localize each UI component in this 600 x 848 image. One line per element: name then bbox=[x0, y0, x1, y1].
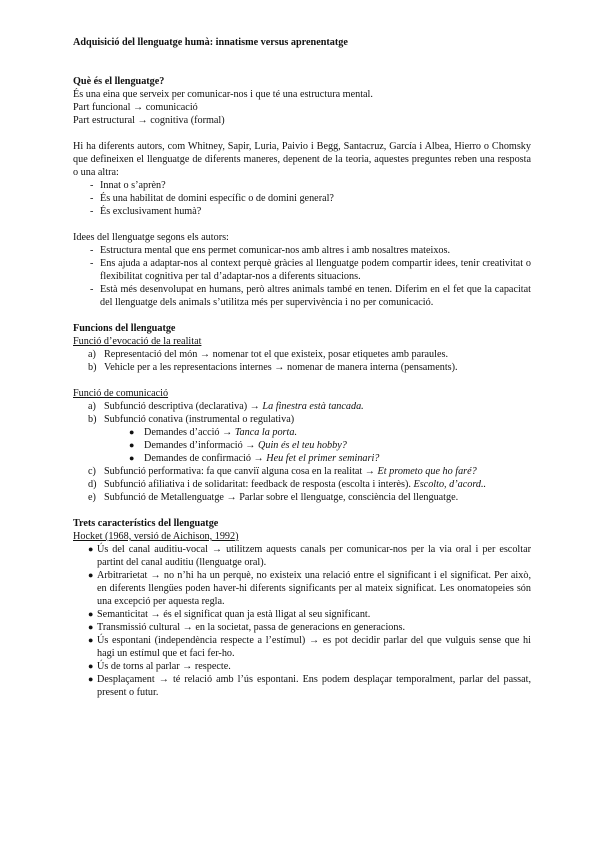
authors-paragraph: Hi ha diferents autors, com Whitney, Sapir, Luria, Paivio i Begg, Santacruz, García i Albea, Hierro o Chomsky que defineixen el llenguatge de diferents maneres, depenent de la teoria, aquestes preguntes reben una resposta o una altra: bbox=[73, 141, 531, 178]
communication-item: b) Subfunció conativa (instrumental o regulativa) bbox=[88, 414, 295, 425]
traits-source: Hocket (1968, versió de Aichison, 1992) bbox=[73, 531, 239, 542]
evocation-item: b) Vehicle per a les representacions internes → nomenar de manera interna (pensaments). bbox=[88, 362, 458, 373]
trait-item: ● Ús de torns al parlar → respecte. bbox=[88, 661, 231, 672]
conative-subitem: ● Demandes d’informació → Quin és el teu hobby? bbox=[129, 440, 347, 451]
section-heading-functions: Funcions del llenguatge bbox=[73, 323, 176, 334]
definition-line: Part funcional → comunicació bbox=[73, 102, 198, 113]
trait-item: ● Ús del canal auditiu-vocal → utilitzem aquests canals per comunicar-nos per la via oral i per escoltar partint del canal auditiu (llenguatge oral). bbox=[88, 544, 531, 568]
communication-item: a) Subfunció descriptiva (declarativa) → La finestra està tancada. bbox=[88, 401, 364, 412]
communication-subtitle: Funció de comunicació bbox=[73, 388, 169, 399]
communication-item: e) Subfunció de Metallenguatge → Parlar sobre el llenguatge, consciència del llenguatge. bbox=[88, 492, 459, 503]
question-item: - Innat o s’aprèn? bbox=[90, 180, 166, 191]
communication-item: d) Subfunció afiliativa i de solidaritat: feedback de resposta (escolta i interès). Escolto, d’acord.. bbox=[88, 479, 487, 490]
question-item: - És exclusivament humà? bbox=[90, 206, 202, 217]
section-heading-traits: Trets característics del llenguatge bbox=[73, 518, 219, 529]
ideas-intro: Idees del llenguatge segons els autors: bbox=[73, 232, 229, 243]
definition-line: Part estructural → cognitiva (formal) bbox=[73, 115, 225, 126]
communication-item: c) Subfunció performativa: fa que canviï alguna cosa en la realitat → Et prometo que ho faré? bbox=[88, 466, 477, 477]
evocation-item: a) Representació del món → nomenar tot el que existeix, posar etiquetes amb paraules. bbox=[88, 349, 449, 360]
conative-subitem: ● Demandes d’acció → Tanca la porta. bbox=[129, 427, 297, 438]
section-heading-what-is-language: Què és el llenguatge? bbox=[73, 76, 165, 87]
document-title: Adquisició del llenguatge humà: innatisme versus aprenentatge bbox=[73, 37, 348, 48]
trait-item: ● Desplaçament → té relació amb l’ús espontani. Ens podem desplaçar temporalment, parlar del passat, present o futur. bbox=[88, 674, 531, 698]
trait-item: ● Semanticitat → és el significat quan ja està lligat al seu significant. bbox=[88, 609, 371, 620]
idea-item: - Ens ajuda a adaptar-nos al context perquè gràcies al llenguatge podem compartir idees, tenir creativitat o flexibilitat cognitiva per tal d’adaptar-nos a diferents situacions. bbox=[90, 258, 531, 282]
definition-line: És una eina que serveix per comunicar-nos i que té una estructura mental. bbox=[73, 89, 373, 100]
evocation-subtitle: Funció d’evocació de la realitat bbox=[73, 336, 202, 347]
trait-item: ● Ús espontani (independència respecte a l’estímul) → es pot decidir parlar del que vulguis sense que hi hagi un estímul que et faci fer-ho. bbox=[88, 635, 531, 659]
idea-item: - Està més desenvolupat en humans, però altres animals també en tenen. Diferim en el fet que la capacitat del llenguatge dels animals s’utilitza més per supervivència i no per comunicació. bbox=[90, 284, 531, 308]
trait-item: ● Arbitrarietat → no n’hi ha un perquè, no existeix una relació entre el significant i el significat. Per això, en diferents llengües poden haver-hi diferents significants per al mateix significat. Les onomatopeies són una excepció per aquesta regla. bbox=[88, 570, 531, 607]
idea-item: - Estructura mental que ens permet comunicar-nos amb altres i amb nosaltres mateixos. bbox=[90, 245, 451, 256]
question-item: - És una habilitat de domini específic o de domini general? bbox=[90, 193, 334, 204]
conative-subitem: ● Demandes de confirmació → Heu fet el primer seminari? bbox=[129, 453, 380, 464]
document-page bbox=[73, 36, 531, 699]
trait-item: ● Transmissió cultural → en la societat, passa de generacions en generacions. bbox=[88, 622, 405, 633]
